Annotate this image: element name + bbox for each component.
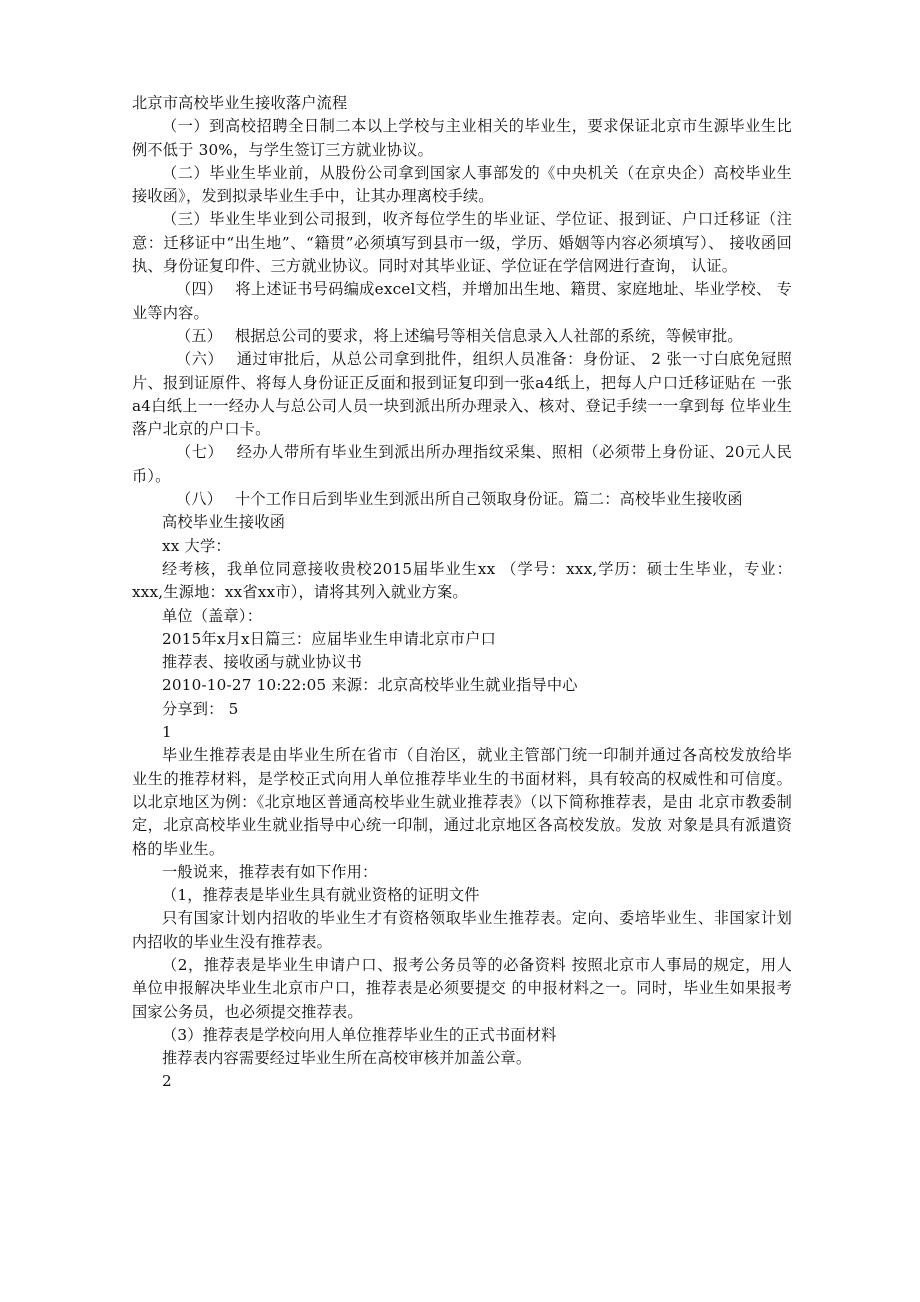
paragraph-step-2: （二）毕业生毕业前，从股份公司拿到国家人事部发的《中央机关（在京央企）高校毕业生接收函》，发到拟录毕业生手中，让其办理离校手续。: [132, 163, 792, 206]
paragraph-general-use: 一般说来，推荐表有如下作用：: [162, 862, 378, 881]
paragraph-step-7: （七） 经办人带所有毕业生到派出所办理指纹采集、照相（必须带上身份证、20元人民 币）。: [132, 443, 792, 485]
document-title: 北京市高校毕业生接收落户流程: [132, 94, 348, 112]
paragraph-step-4: （四） 将上述证书号码编成excel文档，并增加出生地、籍贯、家庭地址、毕业学校、 专业等内容。: [132, 280, 792, 322]
paragraph-use-1: （1，推荐表是毕业生具有就业资格的证明文件: [162, 886, 480, 905]
paragraph-use-2: （2，推荐表是毕业生申请户口、报考公务员等的必备资料 按照北京市人事局的规定，用人单位申报解决毕业生北京市户口，推荐表是必须要提交 的申报材料之一。同时，毕业生如果报考国家公务员，也必须提交推荐表。: [132, 955, 792, 1021]
part3-source: 2010-10-27 10:22:05 来源：北京高校毕业生就业指导中心: [162, 676, 578, 695]
section-number-2: 2: [162, 1072, 172, 1091]
letter-body: 经考核，我单位同意接收贵校2015届毕业生xx （学号：xxx,学历：硕士生毕业，专业： xxx,生源地：xx省xx市），请将其列入就业方案。: [132, 559, 792, 602]
paragraph-use-3-detail: 推荐表内容需要经过毕业生所在高校审核并加盖公章。: [162, 1049, 532, 1068]
paragraph-step-3: （三）毕业生毕业到公司报到，收齐每位学生的毕业证、学位证、报到证、户口迁移证（注意：迁移证中“出生地”、“籍贯”必须填写到县市一级，学历、婚姻等内容必须填写）、 接收函回执、身份证复印件、三方就业协议。同时对其毕业证、学位证在学信网进行查询， 认证。: [132, 210, 792, 276]
letter-salutation: xx 大学：: [162, 536, 231, 555]
document-body: [132, 92, 792, 1094]
letter-date-and-part3: 2015年x月x日篇三：应届毕业生申请北京市户口: [162, 629, 496, 648]
paragraph-step-1: （一）到高校招聘全日制二本以上学校与主业相关的毕业生，要求保证北京市生源毕业生比例不低于 30%，与学生签订三方就业协议。: [132, 117, 792, 159]
paragraph-step-6: （六） 通过审批后，从总公司拿到批件，组织人员准备：身份证、 2 张一寸白底免冠照 片、报到证原件、将每人身份证正反面和报到证复印到一张a4纸上，把每人户口迁移证贴在 一张a4白纸上一一经办人与总公司人员一块到派出所办理录入、核对、登记手续一一拿到每 位毕业生落户北京的户口卡。: [132, 350, 792, 439]
paragraph-step-5: （五） 根据总公司的要求，将上述编号等相关信息录入人社部的系统，等候审批。: [176, 326, 743, 345]
paragraph-step-8: （八） 十个工作日后到毕业生到派出所自己领取身份证。篇二：高校毕业生接收函: [176, 490, 743, 509]
part3-title: 推荐表、接收函与就业协议书: [162, 653, 363, 672]
letter-heading: 高校毕业生接收函: [162, 513, 286, 532]
paragraph-recommendation-form: 毕业生推荐表是由毕业生所在省市（自治区，就业主管部门统一印制并通过各高校发放给毕业生的推荐材料，是学校正式向用人单位推荐毕业生的书面材料，具有较高的权威性和可信度。以北京地区为例：《北京地区普通高校毕业生就业推荐表》（以下简称推荐表，是由 北京市教委制定，北京高校毕业生就业指导中心统一印制，通过北京地区各高校发放。发放 对象是具有派遣资格的毕业生。: [132, 746, 792, 858]
part3-share: 分享到： 5: [162, 699, 239, 718]
paragraph-use-1-detail: 只有国家计划内招收的毕业生才有资格领取毕业生推荐表。定向、委培毕业生、非国家计划内招收的毕业生没有推荐表。: [132, 909, 792, 951]
paragraph-use-3: （3）推荐表是学校向用人单位推荐毕业生的正式书面材料: [162, 1025, 557, 1044]
section-number-1: 1: [162, 723, 172, 742]
letter-unit-seal: 单位（盖章）：: [162, 606, 263, 625]
